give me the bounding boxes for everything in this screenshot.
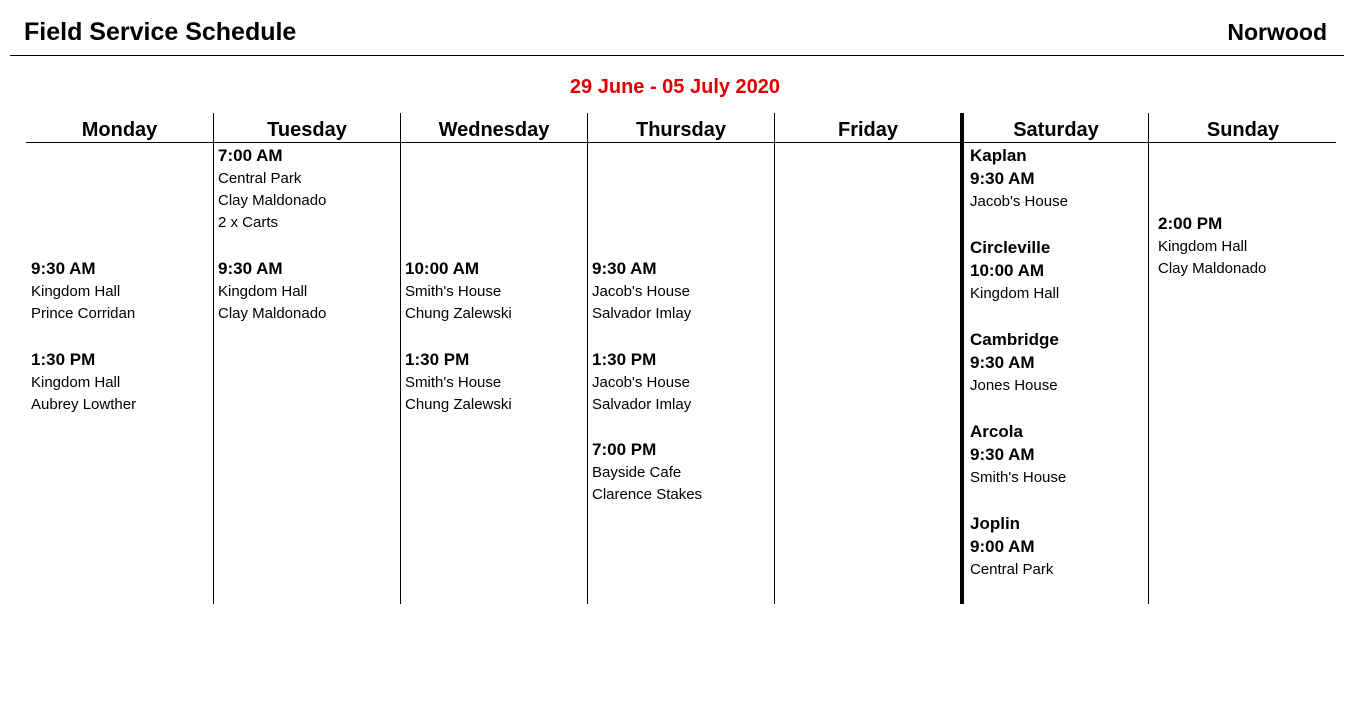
meeting-slot	[592, 438, 702, 506]
group-name: Arcola	[970, 422, 1023, 441]
meeting-time: 9:00 AM	[970, 537, 1035, 556]
date-range: 29 June - 05 July 2020	[569, 76, 781, 98]
page-title: Field Service Schedule	[24, 18, 297, 46]
day-header-sunday: Sunday	[1206, 119, 1280, 141]
meeting-conductor: Clarence Stakes	[592, 486, 703, 503]
meeting-conductor: Prince Corridan	[31, 305, 136, 322]
meeting-time: 7:00 PM	[592, 440, 657, 459]
day-column-wednesday	[400, 113, 587, 604]
meeting-location: Jacob's House	[592, 374, 690, 391]
schedule-grid	[26, 113, 1336, 604]
meeting-time: 9:30 AM	[31, 259, 96, 278]
meeting-conductor: Chung Zalewski	[405, 396, 512, 413]
meeting-slot	[31, 348, 136, 416]
meeting-slot	[405, 348, 512, 416]
meeting-location: Smith's House	[405, 374, 502, 391]
day-header-saturday: Saturday	[1013, 119, 1099, 141]
day-header-tuesday: Tuesday	[267, 119, 347, 141]
meeting-time: 10:00 AM	[970, 261, 1045, 280]
meeting-time: 7:00 AM	[218, 146, 283, 165]
day-header-monday: Monday	[81, 119, 158, 141]
meeting-time: 9:30 AM	[592, 259, 657, 278]
meeting-slot	[218, 257, 326, 325]
meeting-note: 2 x Carts	[218, 214, 279, 231]
day-header-wednesday: Wednesday	[438, 119, 550, 141]
meeting-conductor: Clay Maldonado	[218, 192, 327, 209]
day-column-friday	[774, 113, 961, 604]
meeting-slot	[31, 257, 135, 325]
day-column-saturday	[960, 113, 1148, 604]
meeting-time: 9:30 AM	[970, 169, 1035, 188]
meeting-conductor: Salvador Imlay	[592, 305, 692, 322]
meeting-location: Kingdom Hall	[31, 374, 121, 391]
group-slot	[970, 512, 1053, 581]
meeting-time: 9:30 AM	[218, 259, 283, 278]
meeting-location: Jacob's House	[592, 283, 690, 300]
group-slot	[970, 420, 1066, 489]
meeting-slot	[592, 348, 691, 416]
meeting-time: 9:30 AM	[970, 445, 1035, 464]
meeting-location: Jones House	[970, 377, 1058, 394]
day-header-thursday: Thursday	[635, 119, 727, 141]
header-divider	[10, 55, 1344, 56]
group-name: Kaplan	[970, 146, 1027, 165]
day-column-sunday	[1148, 113, 1337, 604]
meeting-location: Central Park	[218, 170, 302, 187]
group-name: Joplin	[970, 514, 1021, 533]
meeting-time: 9:30 AM	[970, 353, 1035, 372]
meeting-conductor: Clay Maldonado	[218, 305, 327, 322]
meeting-time: 1:30 PM	[31, 350, 96, 369]
meeting-location: Kingdom Hall	[1158, 238, 1248, 255]
group-slot	[970, 328, 1059, 397]
meeting-slot	[218, 144, 326, 234]
meeting-conductor: Clay Maldonado	[1158, 260, 1267, 277]
meeting-location: Kingdom Hall	[970, 285, 1060, 302]
meeting-location: Bayside Cafe	[592, 464, 682, 481]
meeting-location: Jacob's House	[970, 193, 1068, 210]
day-column-thursday	[587, 113, 774, 604]
group-name: Cambridge	[970, 330, 1059, 349]
meeting-location: Smith's House	[405, 283, 502, 300]
day-header-friday: Friday	[837, 119, 899, 141]
meeting-location: Central Park	[970, 561, 1054, 578]
group-slot	[970, 236, 1059, 305]
meeting-location: Kingdom Hall	[218, 283, 308, 300]
meeting-conductor: Aubrey Lowther	[31, 396, 137, 413]
meeting-location: Kingdom Hall	[31, 283, 121, 300]
meeting-conductor: Chung Zalewski	[405, 305, 512, 322]
meeting-time: 1:30 PM	[405, 350, 470, 369]
meeting-time: 10:00 AM	[405, 259, 480, 278]
congregation-name: Norwood	[1227, 19, 1327, 45]
meeting-time: 2:00 PM	[1158, 214, 1223, 233]
day-column-monday	[26, 113, 213, 604]
meeting-slot	[1158, 212, 1266, 280]
group-slot	[970, 144, 1068, 213]
meeting-slot	[405, 257, 512, 325]
meeting-slot	[592, 257, 691, 325]
meeting-time: 1:30 PM	[592, 350, 657, 369]
group-name: Circleville	[970, 238, 1051, 257]
meeting-conductor: Salvador Imlay	[592, 396, 692, 413]
meeting-location: Smith's House	[970, 469, 1067, 486]
day-column-tuesday	[213, 113, 400, 604]
